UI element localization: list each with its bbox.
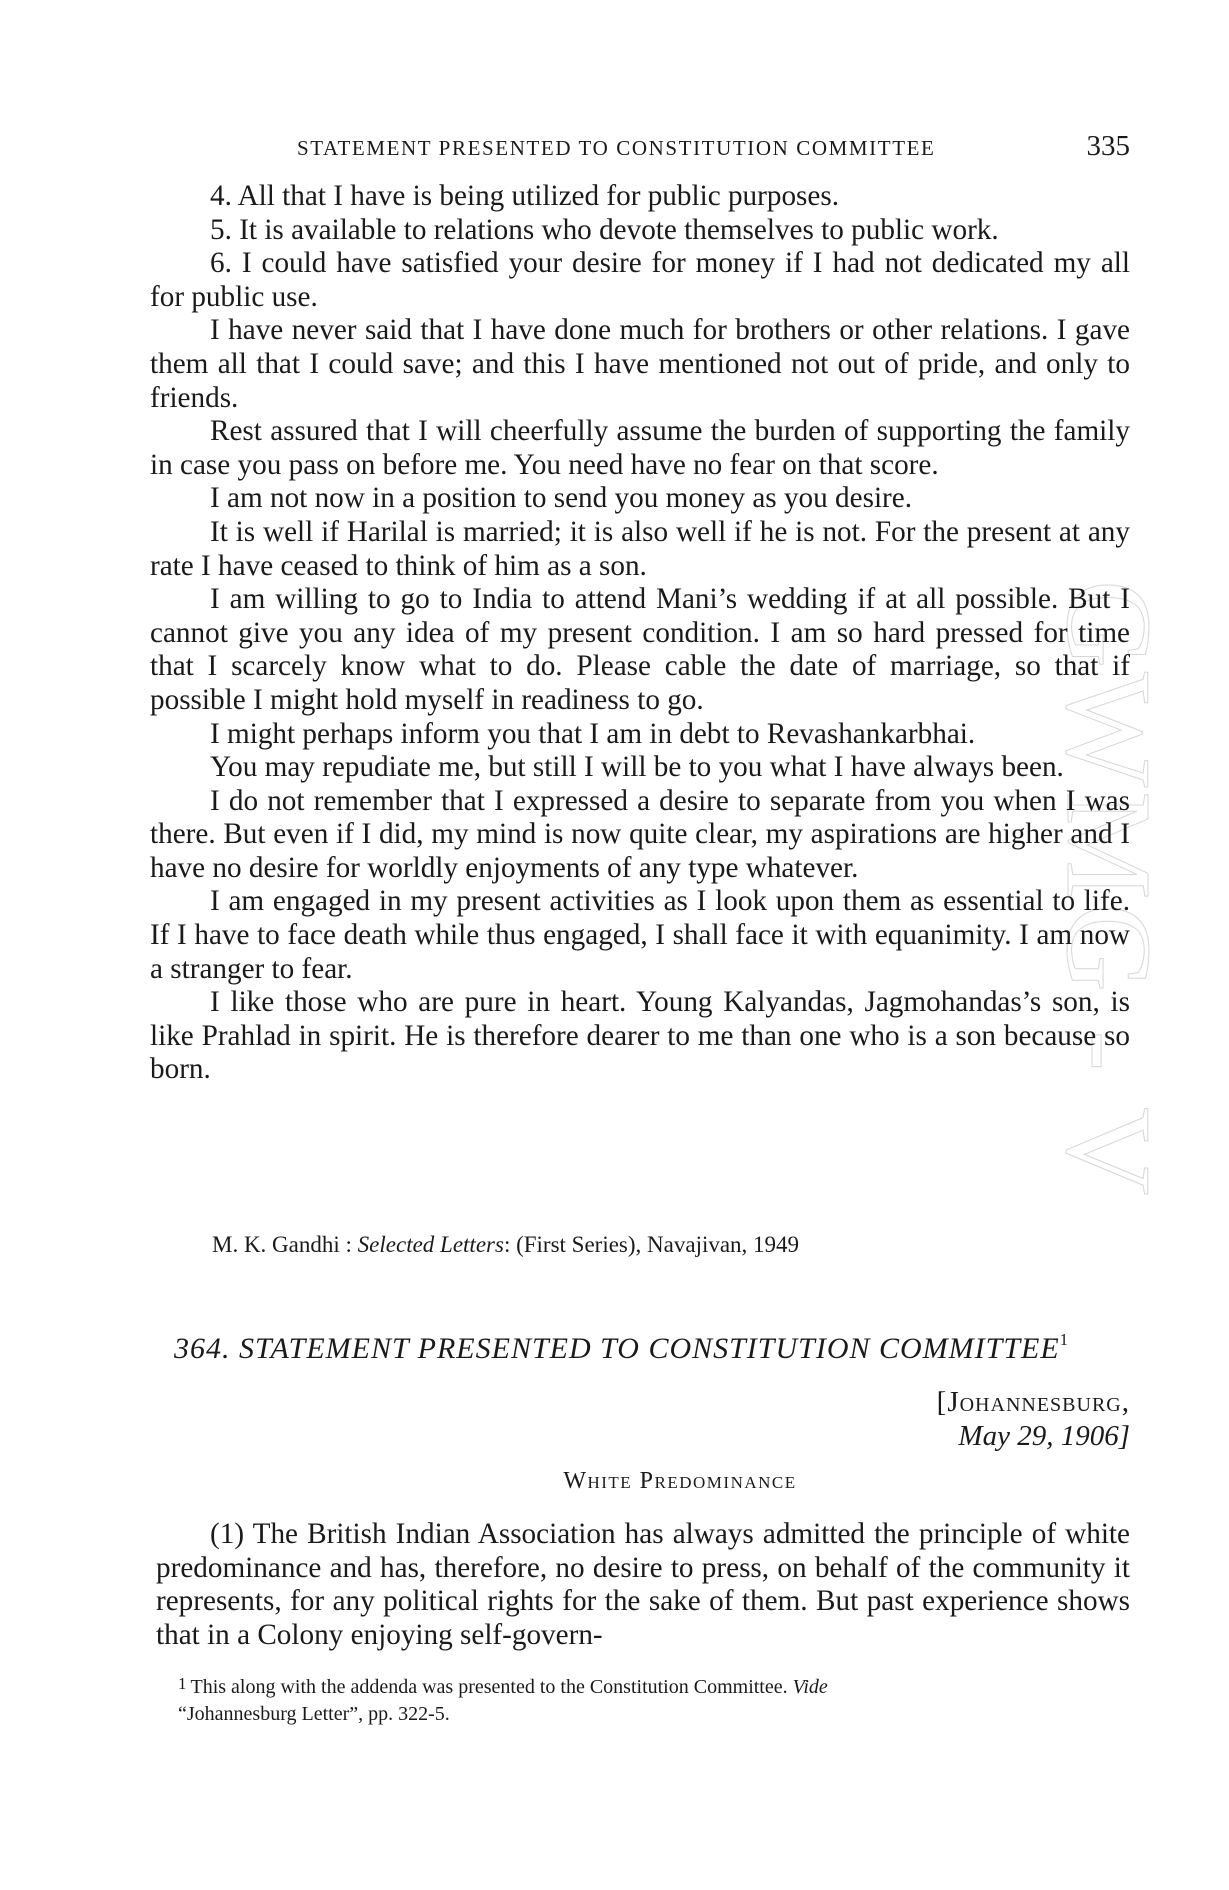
watermark: GWMG - V — [1041, 580, 1176, 1200]
page-number: 335 — [1086, 130, 1130, 162]
date: May 29, 1906] — [958, 1420, 1130, 1452]
source-citation — [212, 1232, 799, 1258]
document-heading — [174, 1330, 1069, 1366]
source-work: Selected Letters — [357, 1232, 504, 1257]
running-head — [150, 130, 1130, 176]
source-details: : (First Series), Navajivan, 1949 — [503, 1232, 800, 1257]
letter-paragraph: I am not now in a position to send you money as you desire. — [210, 482, 913, 515]
letter-paragraph: 4. All that I have is being utilized for public purposes. — [210, 180, 840, 212]
letter-body — [150, 180, 1130, 1087]
footnote-reference-text: “Johannesburg Letter”, pp. 322-5. — [178, 1703, 450, 1725]
statement-body — [156, 1518, 1130, 1652]
letter-paragraph: You may repudiate me, but still I will be to you what I have always been. — [210, 751, 1064, 784]
footnote-vide: Vide — [792, 1676, 828, 1698]
source-author: M. K. Gandhi : — [212, 1232, 358, 1257]
place: [Johannesburg, — [936, 1386, 1130, 1418]
statement-paragraph: (1) The British Indian Association has always admitted the principle of white predominance and has, therefore, no desire to press, on behalf of the community it represents, for any political rights for the sake of them. But past experience shows that in a Colony enjoying self-govern- — [156, 1518, 1130, 1651]
section-subheading: White Predominance — [563, 1468, 797, 1494]
footnote — [178, 1670, 1130, 1728]
letter-paragraph: I am willing to go to India to attend Mani’s wedding if at all possible. But I cannot give you any idea of my present condition. I am so hard pressed for time that I scarcely know what to do. Please cable the date of marriage, so that if possible I might hold myself in readiness to go. — [150, 583, 1130, 716]
letter-paragraph: I have never said that I have done much for brothers or other relations. I gave them all that I could save; and this I have mentioned not out of pride, and only to friends. — [150, 314, 1130, 414]
letter-paragraph: It is well if Harilal is married; it is also well if he is not. For the present at any rate I have ceased to think of him as a son. — [150, 515, 1130, 582]
letter-paragraph: 6. I could have satisfied your desire for money if I had not dedicated my all for public use. — [150, 247, 1130, 313]
footnote-reference: 1 — [1059, 1330, 1070, 1349]
letter-paragraph: I am engaged in my present activities as I look upon them as essential to life. If I have to face death while thus engaged, I shall face it with equanimity. I am now a stranger to fear. — [150, 885, 1130, 985]
footnote-marker: 1 — [178, 1674, 187, 1693]
footnote-text: This along with the addenda was presented to the Constitution Committee. — [190, 1676, 793, 1698]
running-title: STATEMENT PRESENTED TO CONSTITUTION COMMITTEE — [297, 136, 936, 160]
letter-paragraph: I might perhaps inform you that I am in debt to Revashankarbhai. — [210, 717, 976, 750]
place-date — [937, 1385, 1130, 1453]
letter-paragraph: 5. It is available to relations who devote themselves to public work. — [210, 213, 999, 246]
letter-paragraph: I like those who are pure in heart. Young Kalyandas, Jagmohandas’s son, is like Prahlad in spirit. He is therefore dearer to me than one who is a son because so born. — [150, 986, 1130, 1086]
letter-paragraph: Rest assured that I will cheerfully assume the burden of supporting the family in case you pass on before me. You need have no fear on that score. — [150, 415, 1130, 481]
document-title: 364. STATEMENT PRESENTED TO CONSTITUTION COMMITTEE — [174, 1332, 1060, 1365]
letter-paragraph: I do not remember that I expressed a desire to separate from you when I was there. But even if I did, my mind is now quite clear, my aspirations are higher and I have no desire for worldly enjoyments of any type whatever. — [150, 784, 1130, 884]
